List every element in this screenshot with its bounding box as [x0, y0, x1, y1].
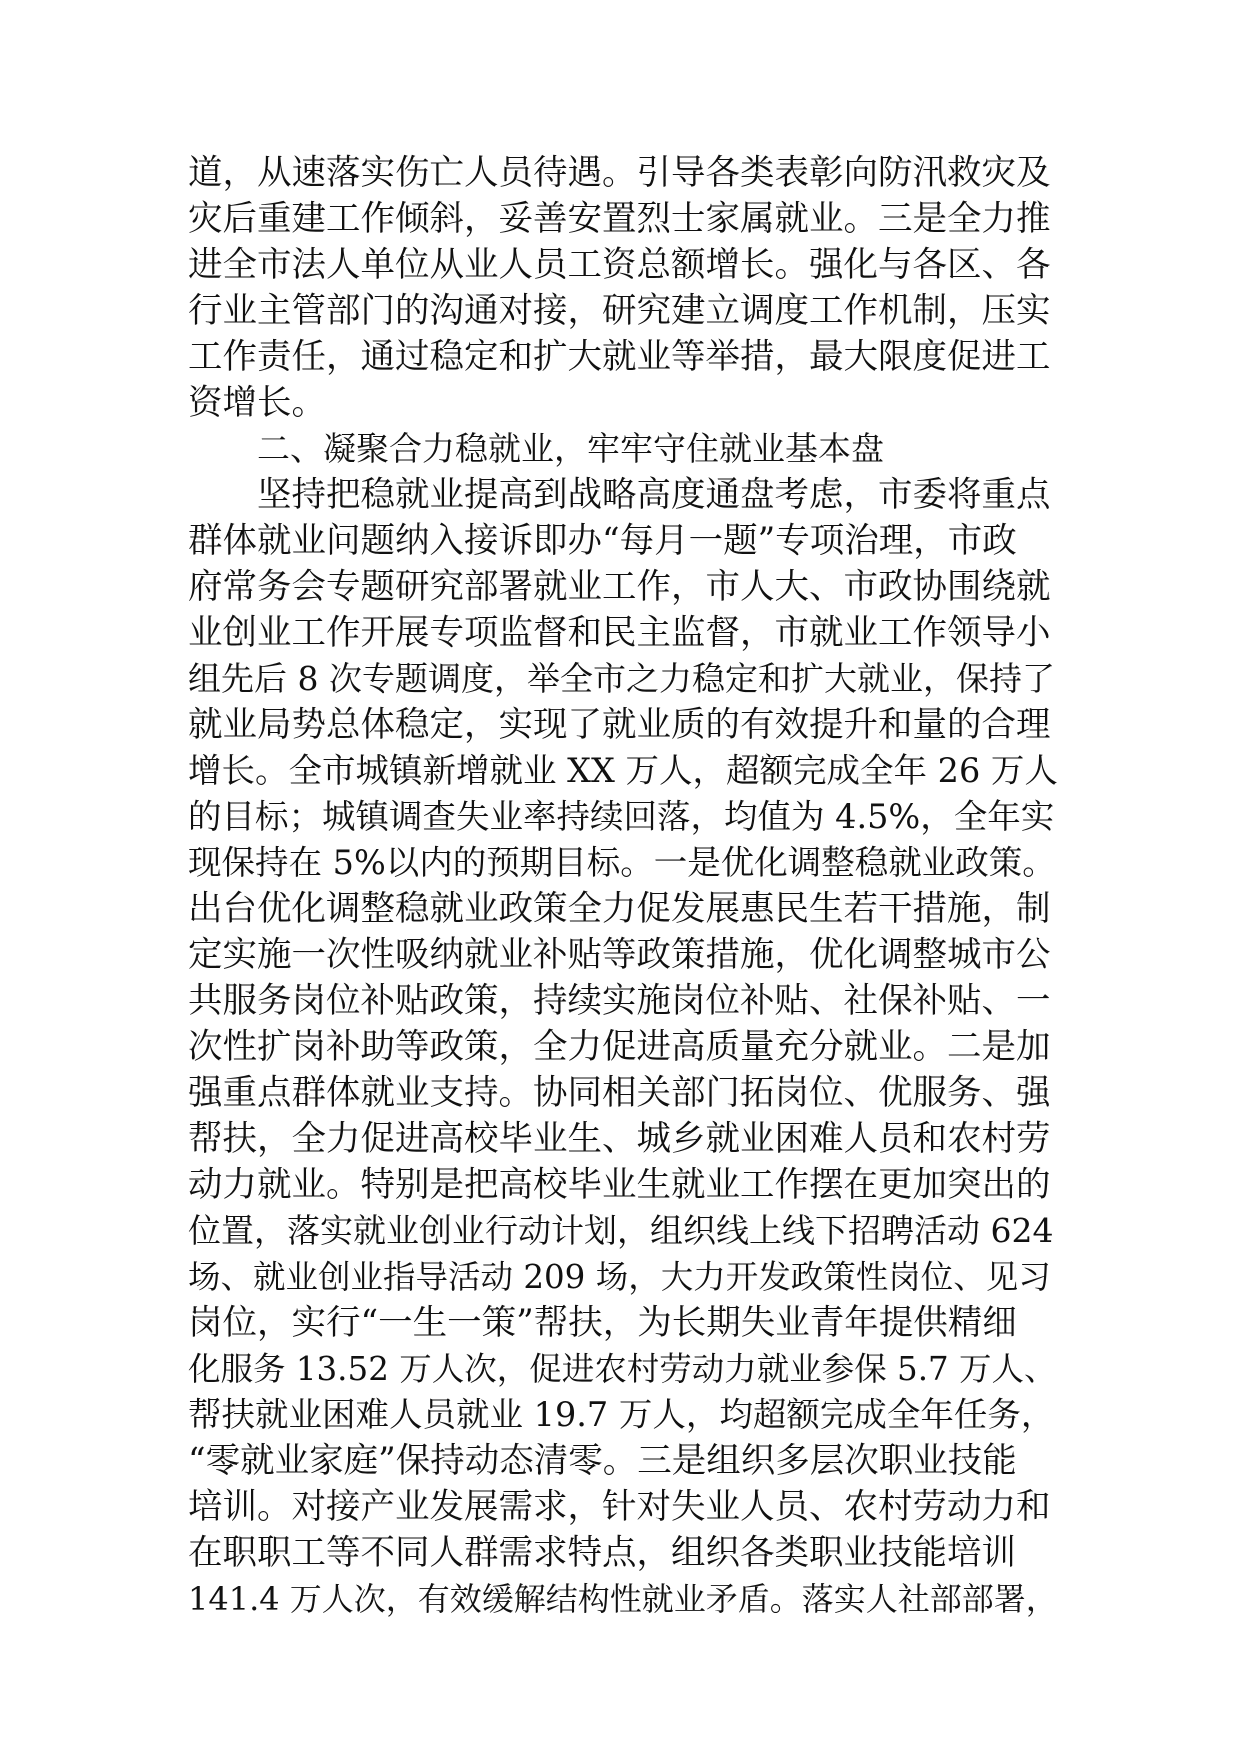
text-line: 进全市法人单位从业人员工资总额增长。强化与各区、各	[188, 245, 1051, 285]
text-line: 就业局势总体稳定，实现了就业质的有效提升和量的合理	[188, 705, 1051, 745]
text-line: 灾后重建工作倾斜，妥善安置烈士家属就业。三是全力推	[188, 199, 1051, 239]
text-line: 141.4 万人次，有效缓解结构性就业矛盾。落实人社部部署，	[188, 1580, 1058, 1618]
text-line: 岗位，实行“一生一策”帮扶，为长期失业青年提供精细	[188, 1303, 1017, 1343]
text-line: 工作责任，通过稳定和扩大就业等举措，最大限度促进工	[188, 337, 1051, 377]
text-line: 动力就业。特别是把高校毕业生就业工作摆在更加突出的	[188, 1165, 1051, 1205]
text-line: 在职职工等不同人群需求特点，组织各类职业技能培训	[188, 1533, 1016, 1573]
text-line: 府常务会专题研究部署就业工作，市人大、市政协围绕就	[188, 567, 1051, 607]
text-line: 化服务 13.52 万人次，促进农村劳动力就业参保 5.7 万人、	[188, 1350, 1057, 1388]
text-line: 群体就业问题纳入接诉即办“每月一题”专项治理，市政	[188, 521, 1017, 561]
document-body	[188, 150, 1058, 1622]
text-line: 增长。全市城镇新增就业 XX 万人，超额完成全年 26 万人	[188, 751, 1058, 790]
paragraph-first-line: 坚持把稳就业提高到战略高度通盘考虑，市委将重点	[257, 475, 1051, 515]
text-line: 次性扩岗补助等政策，全力促进高质量充分就业。二是加	[188, 1027, 1051, 1067]
text-line: 资增长。	[188, 383, 326, 423]
text-line: 场、就业创业指导活动 209 场，大力开发政策性岗位、见习	[188, 1258, 1051, 1296]
text-line: 的目标；城镇调查失业率持续回落，均值为 4.5%，全年实	[188, 797, 1055, 836]
text-line: 组先后 8 次专题调度，举全市之力稳定和扩大就业，保持了	[188, 659, 1055, 698]
text-line: 位置，落实就业创业行动计划，组织线上线下招聘活动 624	[188, 1211, 1054, 1250]
text-line: 共服务岗位补贴政策，持续实施岗位补贴、社保补贴、一	[188, 981, 1051, 1021]
text-line: 培训。对接产业发展需求，针对失业人员、农村劳动力和	[188, 1487, 1051, 1527]
section-heading: 二、凝聚合力稳就业，牢牢守住就业基本盘	[257, 429, 884, 468]
text-line: 强重点群体就业支持。协同相关部门拓岗位、优服务、强	[188, 1073, 1051, 1113]
text-line: 行业主管部门的沟通对接，研究建立调度工作机制，压实	[188, 291, 1051, 331]
text-line: 道，从速落实伤亡人员待遇。引导各类表彰向防汛救灾及	[188, 153, 1051, 193]
text-line: 业创业工作开展专项监督和民主监督，市就业工作领导小	[188, 613, 1051, 653]
text-line: 定实施一次性吸纳就业补贴等政策措施，优化调整城市公	[188, 935, 1051, 975]
text-line: 帮扶，全力促进高校毕业生、城乡就业困难人员和农村劳	[188, 1119, 1051, 1159]
text-line: 出台优化调整稳就业政策全力促发展惠民生若干措施，制	[188, 889, 1051, 929]
text-line: 现保持在 5%以内的预期目标。一是优化调整稳就业政策。	[188, 843, 1056, 882]
text-line: 帮扶就业困难人员就业 19.7 万人，均超额完成全年任务，	[188, 1395, 1055, 1434]
text-line: “零就业家庭”保持动态清零。三是组织多层次职业技能	[188, 1441, 1017, 1481]
